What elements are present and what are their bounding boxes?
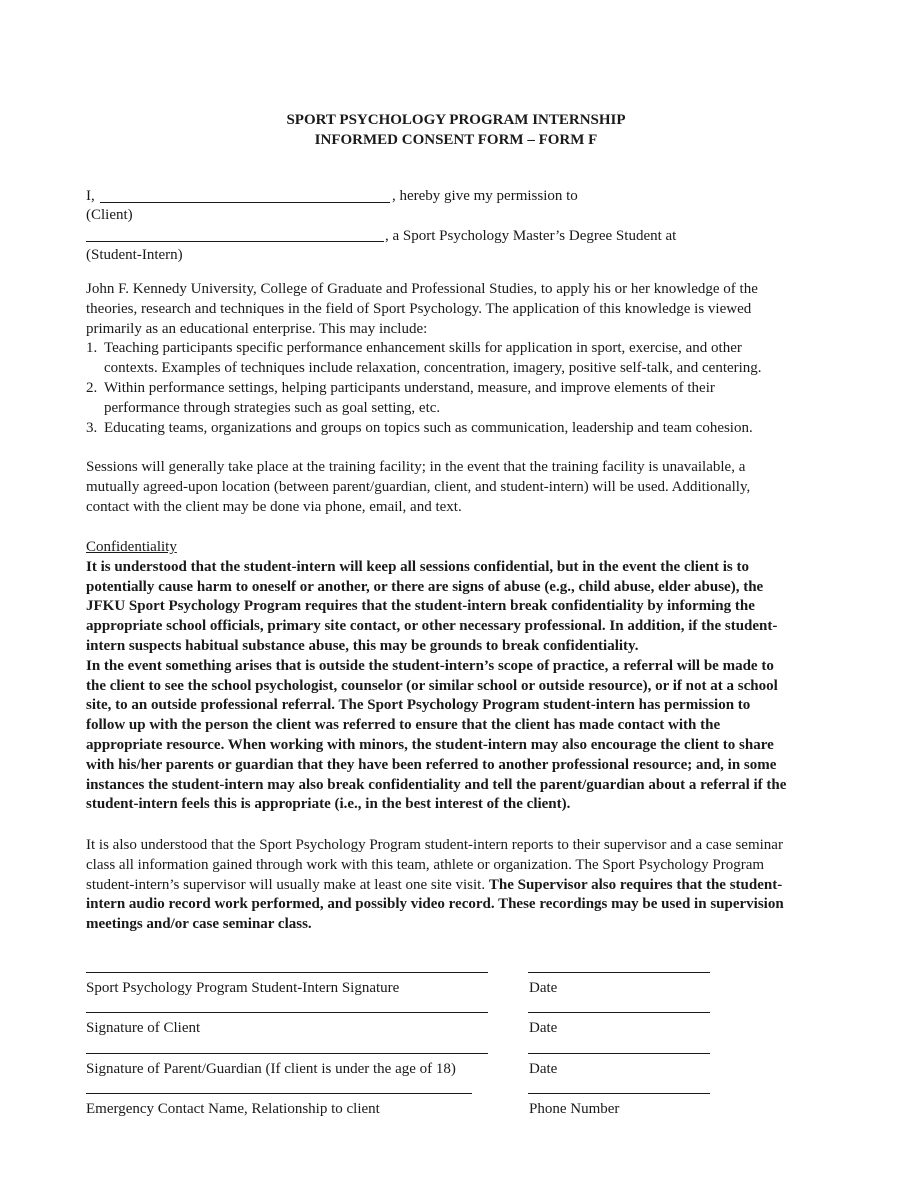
confidentiality-line: It is understood that the student-intern will keep all sessions confidential, but in the event the client is to bbox=[86, 558, 749, 575]
intro-prefix: I, bbox=[86, 188, 95, 204]
list-item-line: Educating teams, organizations and groups on topics such as communication, leadership and team cohesion. bbox=[104, 419, 753, 436]
list-number: 2. bbox=[86, 379, 98, 396]
confidentiality-line: site, to an outside professional referral. The Sport Psychology Program student-intern has permission to bbox=[86, 697, 751, 714]
confidentiality-line: with his/her parents or guardian that they have been referred to another professional resource; and, in some bbox=[86, 756, 777, 773]
list-item-line: performance through strategies such as goal setting, etc. bbox=[104, 399, 441, 416]
confidentiality-heading: Confidentiality bbox=[86, 539, 177, 555]
signature-label: Sport Psychology Program Student-Intern Signature bbox=[86, 980, 400, 996]
form-title-line-2: INFORMED CONSENT FORM – FORM F bbox=[314, 132, 598, 148]
date-label: Date bbox=[529, 1061, 558, 1077]
confidentiality-line: instances the student-intern may also break confidentiality and tell the parent/guardian about a referral if the bbox=[86, 776, 787, 793]
supervision-line-normal: student-intern’s supervisor will usually make at least one site visit. bbox=[86, 876, 489, 893]
phone-number-field[interactable] bbox=[528, 1093, 710, 1094]
parent-guardian-signature-field[interactable] bbox=[86, 1053, 488, 1054]
client-suffix: , hereby give my permission to bbox=[392, 188, 578, 204]
student-intern-date-field[interactable] bbox=[528, 972, 710, 973]
form-title-line-1: SPORT PSYCHOLOGY PROGRAM INTERNSHIP bbox=[286, 112, 626, 128]
purpose-line: John F. Kennedy University, College of Graduate and Professional Studies, to apply his or her knowledge of the bbox=[86, 281, 758, 297]
list-item-line: Teaching participants specific performance enhancement skills for application in sport, exercise, and other bbox=[104, 340, 742, 357]
confidentiality-section bbox=[86, 538, 826, 815]
sessions-line: Sessions will generally take place at the training facility; in the event that the training facility is unavailable, a bbox=[86, 459, 746, 475]
list-number: 1. bbox=[86, 340, 98, 357]
phone-number-label: Phone Number bbox=[529, 1101, 620, 1117]
purpose-line: primarily as an educational enterprise. This may include: bbox=[86, 320, 428, 337]
sessions-line: mutually agreed-upon location (between parent/guardian, client, and student-intern) will be used. Additionally, bbox=[86, 478, 751, 495]
sessions-paragraph bbox=[86, 458, 826, 517]
confidentiality-line: potentially cause harm to oneself or another, or there are signs of abuse (e.g., child abuse, elder abuse), the bbox=[86, 578, 764, 595]
client-date-field[interactable] bbox=[528, 1012, 710, 1013]
client-signature-field[interactable] bbox=[86, 1012, 488, 1013]
supervision-line bbox=[86, 876, 826, 896]
purpose-section bbox=[86, 280, 826, 438]
list-item-line: Within performance settings, helping participants understand, measure, and improve elements of their bbox=[104, 379, 715, 396]
signature-label: Emergency Contact Name, Relationship to client bbox=[86, 1101, 380, 1117]
student-intern-signature-field[interactable] bbox=[86, 972, 488, 973]
date-label: Date bbox=[529, 1020, 558, 1036]
confidentiality-line: appropriate resource. When working with minors, the student-intern may also encourage the client to share bbox=[86, 736, 774, 753]
confidentiality-line: intern suspects habitual substance abuse, this may be grounds to break confidentiality. bbox=[86, 637, 639, 654]
supervision-line: meetings and/or case seminar class. bbox=[86, 916, 312, 933]
confidentiality-line: appropriate school officials, primary site contact, or other necessary professional. In addition, if the student- bbox=[86, 618, 778, 635]
supervision-line-bold: The Supervisor also requires that the student- bbox=[488, 876, 783, 893]
student-intern-name-field[interactable] bbox=[86, 241, 384, 242]
supervision-line: intern audio record work performed, and possibly video record. These recordings may be used in supervision bbox=[86, 896, 784, 913]
list-item bbox=[86, 379, 826, 419]
supervision-line: class all information gained through work with this team, athlete or organization. The Sport Psychology Program bbox=[86, 856, 765, 873]
client-label: (Client) bbox=[86, 207, 133, 223]
parent-guardian-date-field[interactable] bbox=[528, 1053, 710, 1054]
emergency-contact-field[interactable] bbox=[86, 1093, 472, 1094]
signature-label: Signature of Client bbox=[86, 1020, 201, 1036]
student-intern-label: (Student-Intern) bbox=[86, 247, 183, 263]
list-item-line: contexts. Examples of techniques include relaxation, concentration, imagery, positive self-talk, and centering. bbox=[104, 360, 762, 377]
sessions-line: contact with the client may be done via phone, email, and text. bbox=[86, 498, 462, 515]
intern-suffix: , a Sport Psychology Master’s Degree Student at bbox=[385, 228, 677, 244]
confidentiality-line: student-intern feels this is appropriate (i.e., in the best interest of the client). bbox=[86, 796, 571, 813]
supervision-paragraph bbox=[86, 836, 826, 935]
list-number: 3. bbox=[86, 419, 98, 436]
list-item bbox=[86, 339, 826, 379]
signature-label: Signature of Parent/Guardian (If client is under the age of 18) bbox=[86, 1061, 456, 1077]
purpose-line: theories, research and techniques in the field of Sport Psychology. The application of this knowledge is viewed bbox=[86, 300, 752, 317]
client-name-field[interactable] bbox=[100, 202, 390, 203]
date-label: Date bbox=[529, 980, 558, 996]
confidentiality-line: JFKU Sport Psychology Program requires that the student-intern break confidentiality by informing the bbox=[86, 598, 755, 615]
list-item bbox=[86, 419, 826, 439]
confidentiality-line: follow up with the person the client was referred to ensure that the client has made contact with the bbox=[86, 717, 721, 734]
confidentiality-line: the client to see the school psychologist, counselor (or similar school or outside resource), or if not at a school bbox=[86, 677, 778, 694]
supervision-line: It is also understood that the Sport Psychology Program student-intern reports to their supervisor and a case seminar bbox=[86, 837, 783, 853]
confidentiality-line: In the event something arises that is outside the student-intern’s scope of practice, a referral will be made to bbox=[86, 657, 774, 674]
